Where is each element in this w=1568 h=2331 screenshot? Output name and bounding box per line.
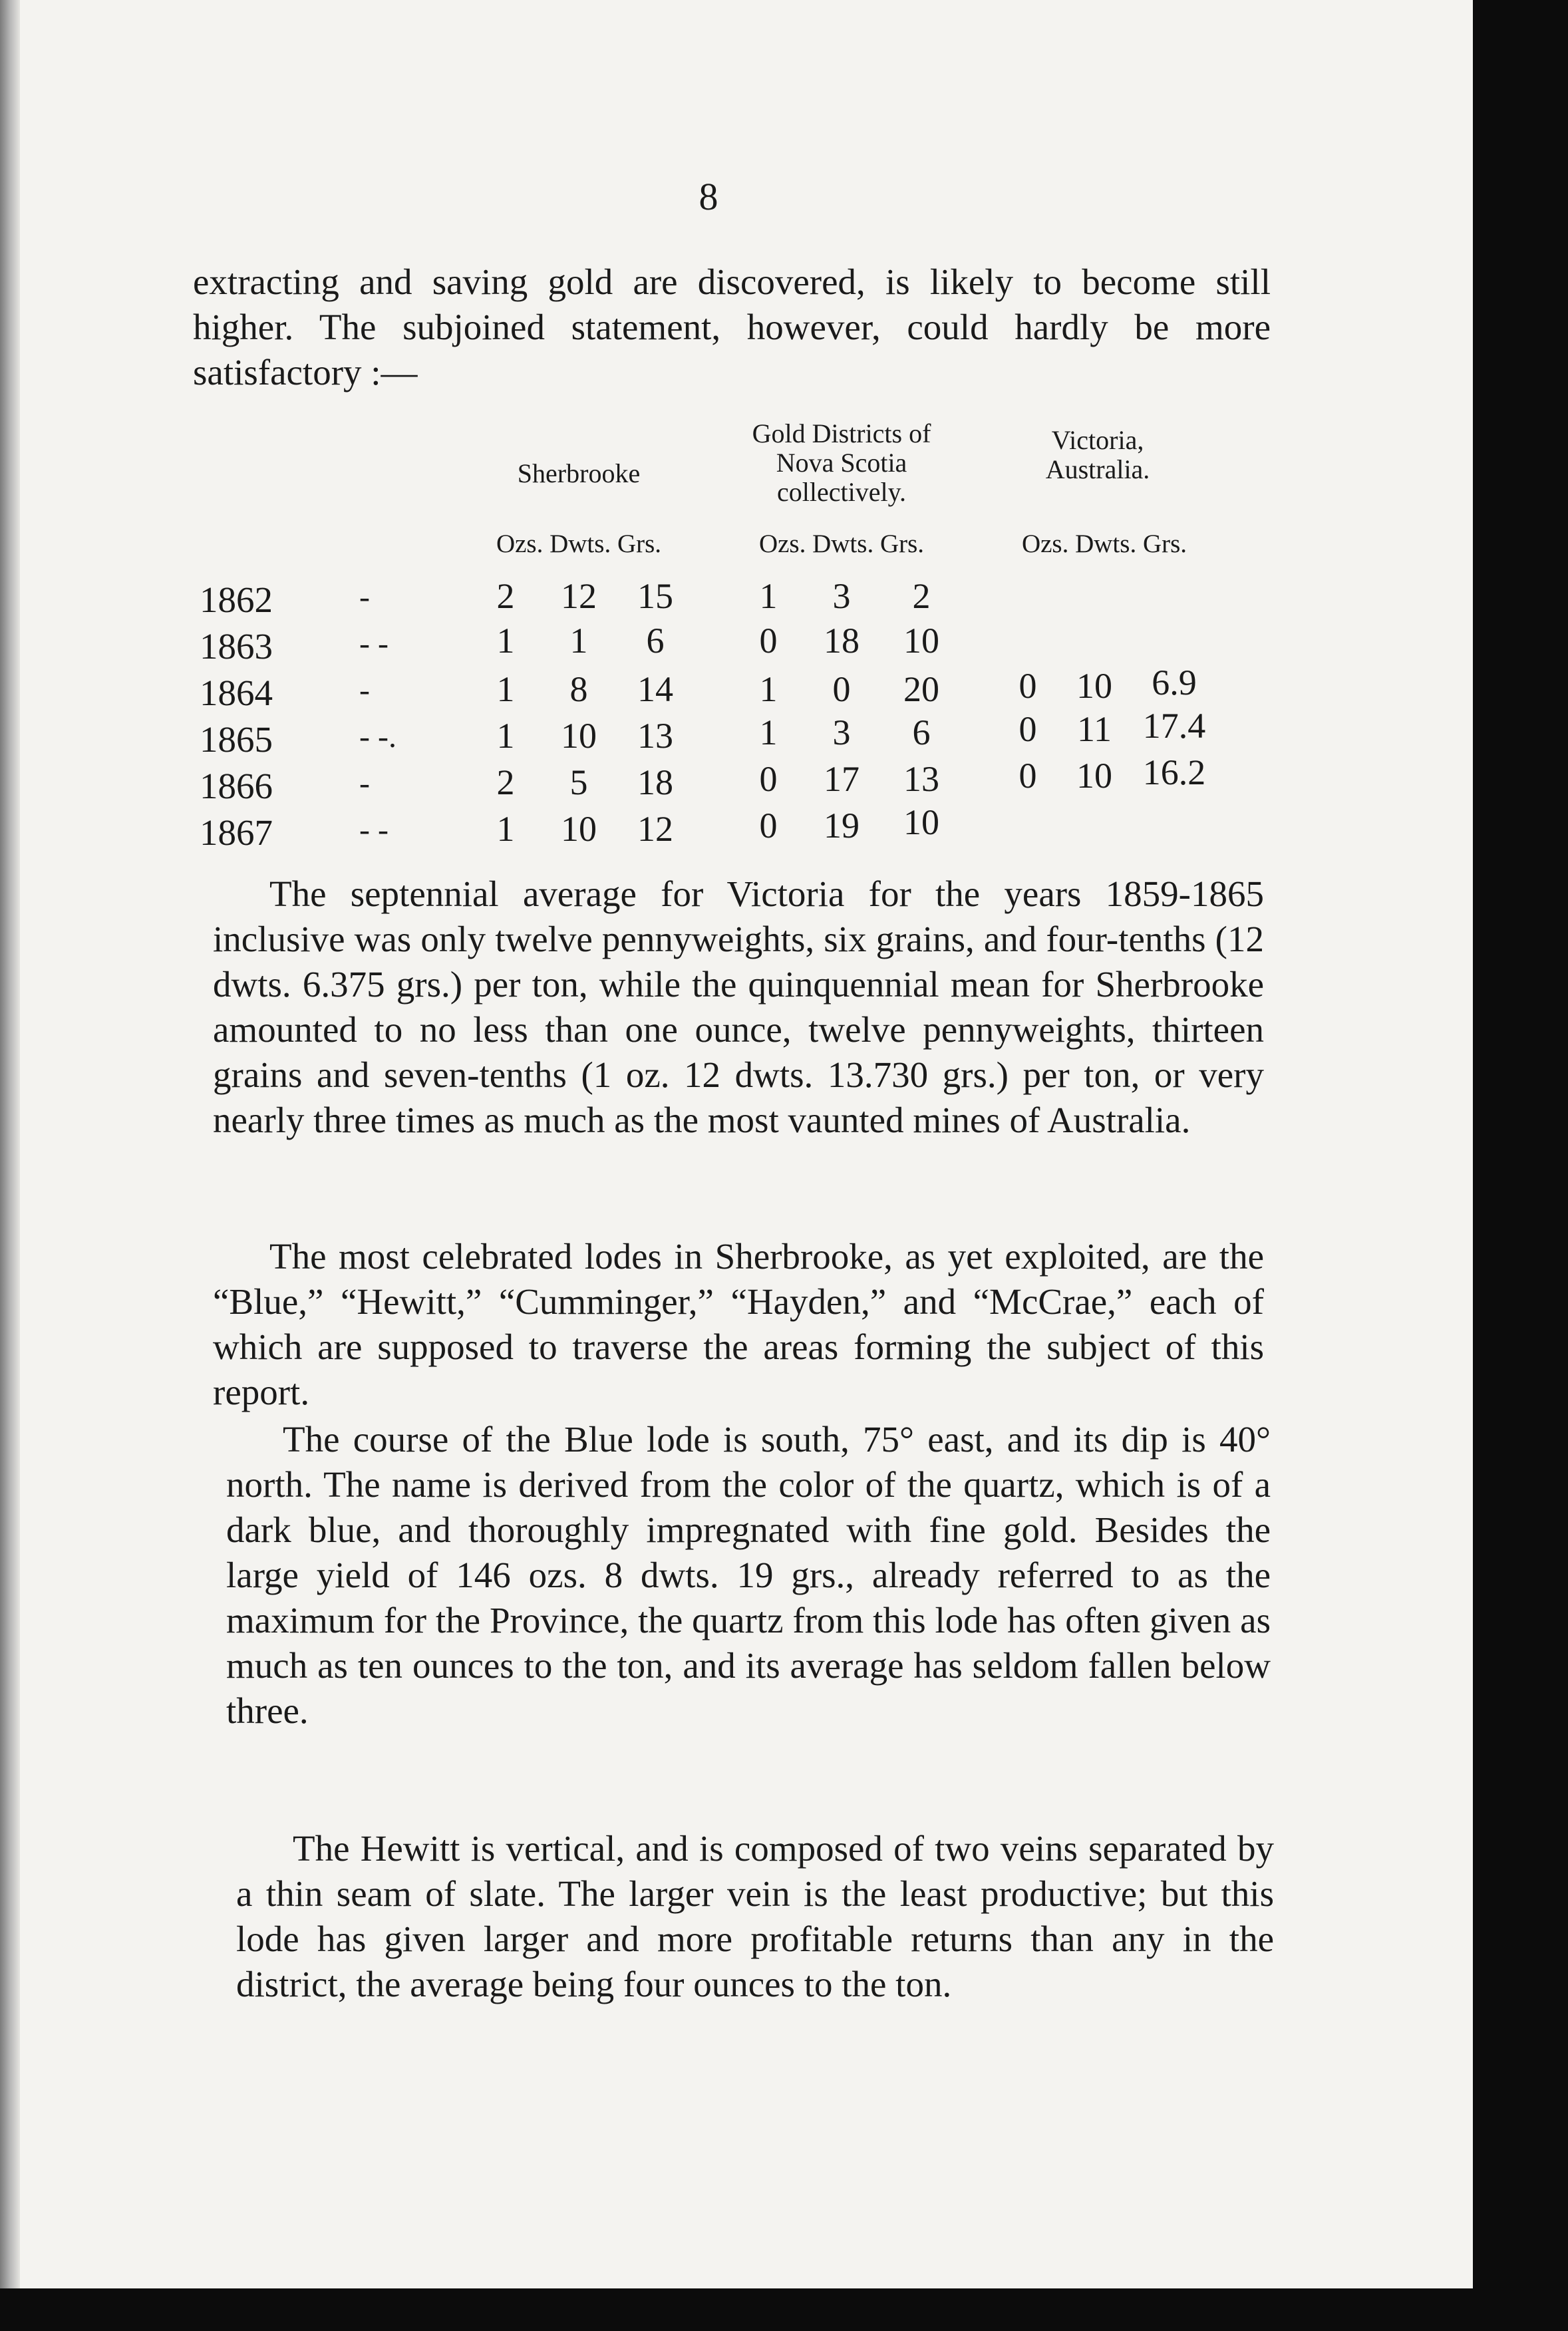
cell-nova-scotia-ozs: 0 [759, 621, 778, 661]
units-victoria: Ozs. Dwts. Grs. [1021, 530, 1187, 558]
cell-victoria-dwts: 10 [1076, 756, 1112, 796]
cell-sherbrooke-grs: 13 [637, 716, 673, 756]
cell-nova-scotia-dwts: 18 [824, 621, 860, 661]
scan-bottom-border [0, 2288, 1568, 2331]
cell-nova-scotia-grs: 10 [903, 621, 939, 661]
cell-nova-scotia-ozs: 1 [759, 576, 778, 616]
cell-sherbrooke-ozs: 2 [496, 576, 515, 616]
page-number: 8 [699, 175, 718, 218]
cell-sherbrooke-ozs: 1 [496, 809, 515, 849]
row-leader: - [359, 766, 370, 801]
row-year: 1864 [200, 673, 273, 713]
col-heading-sherbrooke: Sherbrooke [517, 458, 641, 488]
cell-nova-scotia-ozs: 1 [759, 712, 778, 752]
col-heading-nova-scotia: Gold Districts of Nova Scotia collectively. [752, 418, 931, 507]
cell-sherbrooke-dwts: 12 [561, 576, 597, 616]
row-year: 1862 [200, 579, 273, 620]
cell-sherbrooke-dwts: 8 [569, 669, 588, 709]
units-nova-scotia: Ozs. Dwts. Grs. [758, 530, 925, 558]
cell-sherbrooke-ozs: 2 [496, 762, 515, 802]
cell-sherbrooke-grs: 6 [646, 621, 665, 661]
cell-sherbrooke-dwts: 10 [561, 716, 597, 756]
row-leader: - - [359, 626, 389, 661]
row-year: 1863 [200, 626, 273, 667]
cell-victoria-ozs: 0 [1019, 756, 1037, 796]
cell-nova-scotia-ozs: 1 [759, 669, 778, 709]
cell-victoria-grs: 16.2 [1142, 752, 1206, 792]
cell-nova-scotia-dwts: 3 [832, 712, 851, 752]
row-leader: - -. [359, 719, 396, 754]
row-leader: - [359, 579, 370, 615]
cell-victoria-grs: 17.4 [1142, 706, 1206, 746]
paragraph-blue-lode: The course of the Blue lode is south, 75° east, and its dip is 40° north. The name is derived from the color of the quartz, which is of a dark blue, and thoroughly impregnated with fine gold. Besides the large yield of 146 ozs. 8 dwts. 19 grs., already referred to as the maximum for the Province, the quartz from this lode has often given as much as ten ounces to the ton, and its average has seldom fallen below three. [226, 1419, 1271, 1731]
cell-sherbrooke-ozs: 1 [496, 669, 515, 709]
cell-nova-scotia-dwts: 17 [824, 759, 860, 799]
cell-sherbrooke-grs: 14 [637, 669, 673, 709]
cell-nova-scotia-grs: 10 [903, 802, 939, 842]
row-year: 1866 [200, 766, 273, 806]
cell-sherbrooke-dwts: 5 [569, 762, 588, 802]
scan-right-border [1473, 0, 1568, 2331]
cell-nova-scotia-grs: 13 [903, 759, 939, 799]
cell-victoria-grs: 6.9 [1152, 663, 1197, 702]
cell-sherbrooke-ozs: 1 [496, 716, 515, 756]
cell-victoria-ozs: 0 [1019, 666, 1037, 706]
cell-nova-scotia-grs: 20 [903, 669, 939, 709]
intro-paragraph: extracting and saving gold are discovered, is likely to become still higher. The subjoined statement, however, could hardly be more satisfactory :— [193, 261, 1271, 392]
cell-nova-scotia-ozs: 0 [759, 806, 778, 846]
cell-sherbrooke-dwts: 1 [569, 621, 588, 661]
paragraph-septennial-average: The septennial average for Victoria for the years 1859-1865 inclusive was only twelve pennyweights, six grains, and four-tenths (12 dwts. 6.375 grs.) per ton, while the quinquennial mean for Sherbrooke amounted to no less than one ounce, twelve pennyweights, thirteen grains and seven-tenths (1 oz. 12 dwts. 13.730 grs.) per ton, or very nearly three times as much as the most vaunted mines of Australia. [213, 873, 1264, 1140]
row-year: 1867 [200, 812, 273, 853]
cell-sherbrooke-dwts: 10 [561, 809, 597, 849]
cell-nova-scotia-dwts: 0 [832, 669, 851, 709]
cell-sherbrooke-grs: 15 [637, 576, 673, 616]
row-leader: - - [359, 812, 389, 848]
col-heading-victoria: Victoria, Australia. [1045, 425, 1150, 484]
scan-left-edge [0, 0, 20, 2331]
row-leader: - [359, 673, 370, 708]
cell-nova-scotia-dwts: 3 [832, 576, 851, 616]
row-year: 1865 [200, 719, 273, 760]
cell-sherbrooke-grs: 12 [637, 809, 673, 849]
cell-nova-scotia-grs: 2 [912, 576, 931, 616]
cell-victoria-ozs: 0 [1019, 709, 1037, 749]
cell-nova-scotia-dwts: 19 [824, 806, 860, 846]
cell-nova-scotia-grs: 6 [912, 712, 931, 752]
paragraph-hewitt-lode: The Hewitt is vertical, and is composed of two veins separated by a thin seam of slate. The larger vein is the least productive; but this lode has given larger and more profitable returns than any in the district, the average being four ounces to the ton. [236, 1828, 1274, 2004]
cell-sherbrooke-grs: 18 [637, 762, 673, 802]
units-sherbrooke: Ozs. Dwts. Grs. [496, 530, 662, 558]
cell-nova-scotia-ozs: 0 [759, 759, 778, 799]
paragraph-celebrated-lodes: The most celebrated lodes in Sherbrooke, as yet exploited, are the “Blue,” “Hewitt,” “Cumminger,” “Hayden,” and “McCrae,” each of which are supposed to traverse the areas forming the subject of this report. [213, 1236, 1264, 1412]
cell-victoria-dwts: 11 [1077, 709, 1112, 749]
cell-victoria-dwts: 10 [1076, 666, 1112, 706]
cell-sherbrooke-ozs: 1 [496, 621, 515, 661]
